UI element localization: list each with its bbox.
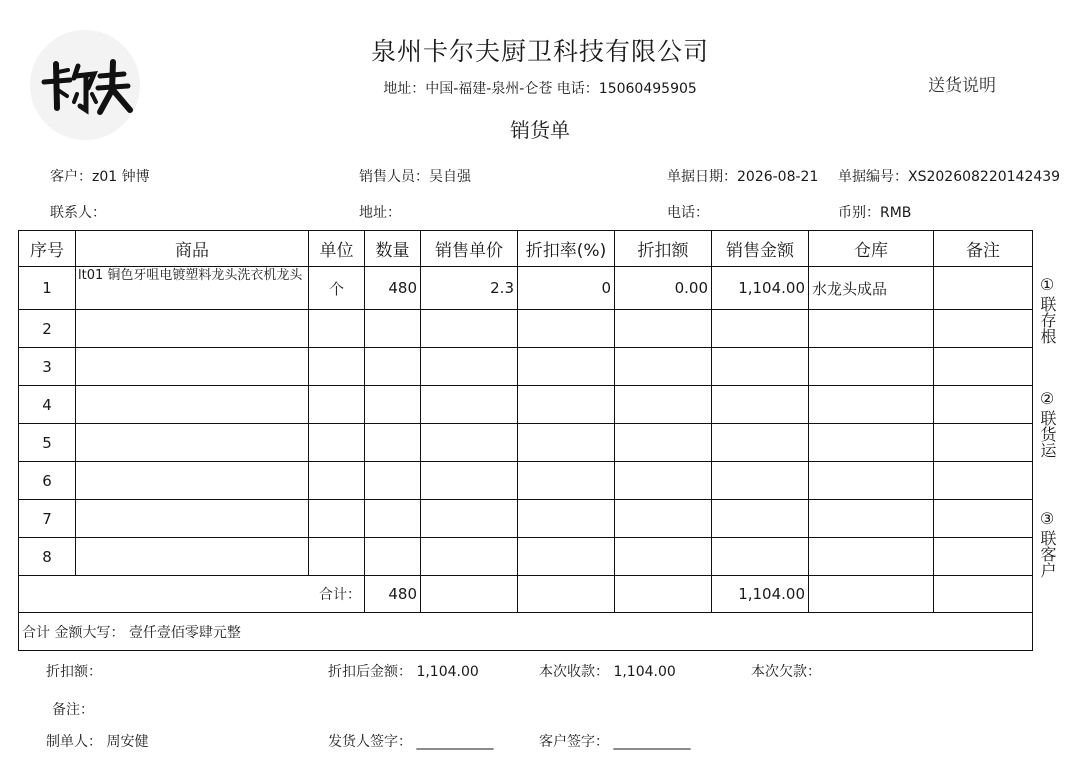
column-header: 序号 bbox=[19, 231, 76, 267]
shipper-signature: 发货人签字： ___________ bbox=[328, 734, 494, 750]
sales-amount bbox=[712, 310, 809, 348]
discount-rate bbox=[518, 500, 615, 538]
remark bbox=[934, 267, 1033, 310]
unit-price bbox=[421, 348, 518, 386]
total-quantity: 480 bbox=[365, 576, 421, 613]
table-row bbox=[19, 500, 1033, 538]
remark bbox=[934, 386, 1033, 424]
unit-price bbox=[421, 310, 518, 348]
row-index: 5 bbox=[19, 424, 76, 462]
remark bbox=[934, 538, 1033, 576]
column-header: 销售金额 bbox=[712, 231, 809, 267]
document-maker: 制单人： 周安健 bbox=[46, 734, 149, 750]
column-header: 单位 bbox=[309, 231, 365, 267]
copy-stub-1 bbox=[1036, 274, 1058, 344]
sales-amount bbox=[712, 462, 809, 500]
unit bbox=[309, 310, 365, 348]
warehouse bbox=[809, 424, 934, 462]
discount-rate bbox=[518, 386, 615, 424]
discount-amount bbox=[615, 310, 712, 348]
discount-rate bbox=[518, 538, 615, 576]
copy-label: 联客户 bbox=[1038, 530, 1057, 578]
unit-price bbox=[421, 538, 518, 576]
unit bbox=[309, 462, 365, 500]
quantity bbox=[365, 310, 421, 348]
currency-field: 币别：RMB bbox=[838, 205, 912, 221]
product-name bbox=[76, 500, 309, 538]
row-index: 1 bbox=[19, 267, 76, 310]
table-row bbox=[19, 267, 1033, 310]
unit-price bbox=[421, 500, 518, 538]
discount-amount: 0.00 bbox=[615, 267, 712, 310]
contact-field: 联系人： bbox=[50, 205, 106, 221]
discount-amount bbox=[615, 462, 712, 500]
sales-amount bbox=[712, 538, 809, 576]
discount-summary: 折扣额： bbox=[46, 664, 102, 680]
unit bbox=[309, 386, 365, 424]
column-header: 备注 bbox=[934, 231, 1033, 267]
remark bbox=[934, 462, 1033, 500]
total-empty-cell bbox=[421, 576, 518, 613]
table-row bbox=[19, 348, 1033, 386]
product-name bbox=[76, 348, 309, 386]
column-header: 折扣率(%) bbox=[518, 231, 615, 267]
table-row bbox=[19, 386, 1033, 424]
quantity bbox=[365, 348, 421, 386]
table-row bbox=[19, 462, 1033, 500]
quantity: 480 bbox=[365, 267, 421, 310]
product-name bbox=[76, 424, 309, 462]
unit-price bbox=[421, 386, 518, 424]
customer-field: 客户：z01 钟博 bbox=[50, 169, 150, 185]
copy-number: ② bbox=[1039, 389, 1055, 408]
unit bbox=[309, 424, 365, 462]
quantity bbox=[365, 538, 421, 576]
delivery-note-link[interactable]: 送货说明 bbox=[928, 76, 996, 96]
salesperson-field: 销售人员：吴自强 bbox=[359, 169, 471, 185]
quantity bbox=[365, 500, 421, 538]
product-name: lt01 铜色牙咀电镀塑料龙头洗衣机龙头 bbox=[76, 267, 309, 310]
warehouse bbox=[809, 462, 934, 500]
table-row bbox=[19, 538, 1033, 576]
copy-number: ① bbox=[1039, 275, 1055, 294]
unit bbox=[309, 538, 365, 576]
amount-in-words-row bbox=[19, 613, 1033, 651]
discount-rate bbox=[518, 424, 615, 462]
discount-rate bbox=[518, 462, 615, 500]
discount-amount bbox=[615, 348, 712, 386]
sales-amount bbox=[712, 500, 809, 538]
warehouse bbox=[809, 500, 934, 538]
copy-stub-2 bbox=[1036, 388, 1058, 458]
total-label: 合计： bbox=[19, 576, 365, 613]
product-name bbox=[76, 310, 309, 348]
warehouse bbox=[809, 310, 934, 348]
document-title: 销货单 bbox=[510, 118, 570, 142]
unit: 个 bbox=[309, 267, 365, 310]
discount-amount bbox=[615, 386, 712, 424]
quantity bbox=[365, 386, 421, 424]
copy-number: ③ bbox=[1039, 509, 1055, 528]
unit-price bbox=[421, 424, 518, 462]
total-empty-cell bbox=[518, 576, 615, 613]
customer-signature: 客户签字： ___________ bbox=[539, 734, 691, 750]
received-amount: 本次收款： 1,104.00 bbox=[539, 664, 676, 680]
sales-amount: 1,104.00 bbox=[712, 267, 809, 310]
company-name: 泉州卡尔夫厨卫科技有限公司 bbox=[370, 37, 709, 66]
address-field: 地址： bbox=[359, 205, 401, 221]
company-address: 地址：中国-福建-泉州-仑苍 电话：15060495905 bbox=[383, 81, 697, 97]
amount-in-words: 合计 金额大写： 壹仟壹佰零肆元整 bbox=[19, 613, 1033, 651]
product-name bbox=[76, 462, 309, 500]
total-empty-cell bbox=[809, 576, 934, 613]
table-header-row bbox=[19, 231, 1033, 267]
warehouse bbox=[809, 538, 934, 576]
unit-price: 2.3 bbox=[421, 267, 518, 310]
warehouse: 水龙头成品 bbox=[809, 267, 934, 310]
remark bbox=[934, 500, 1033, 538]
total-empty-cell bbox=[934, 576, 1033, 613]
document-number-field: 单据编号：XS202608220142439 bbox=[838, 169, 1061, 185]
row-index: 4 bbox=[19, 386, 76, 424]
column-header: 折扣额 bbox=[615, 231, 712, 267]
product-name bbox=[76, 386, 309, 424]
row-index: 6 bbox=[19, 462, 76, 500]
row-index: 2 bbox=[19, 310, 76, 348]
column-header: 销售单价 bbox=[421, 231, 518, 267]
warehouse bbox=[809, 386, 934, 424]
discount-rate: 0 bbox=[518, 267, 615, 310]
sales-amount bbox=[712, 348, 809, 386]
column-header: 数量 bbox=[365, 231, 421, 267]
sales-amount bbox=[712, 386, 809, 424]
quantity bbox=[365, 424, 421, 462]
row-index: 3 bbox=[19, 348, 76, 386]
column-header: 商品 bbox=[76, 231, 309, 267]
copy-label: 联存根 bbox=[1038, 296, 1057, 344]
discount-amount bbox=[615, 500, 712, 538]
owed-amount: 本次欠款： bbox=[751, 664, 821, 680]
copy-label: 联货运 bbox=[1038, 410, 1057, 458]
document-date-field: 单据日期：2026-08-21 bbox=[667, 169, 819, 185]
discount-rate bbox=[518, 348, 615, 386]
remark bbox=[934, 348, 1033, 386]
copy-stub-3 bbox=[1036, 508, 1058, 578]
remark bbox=[934, 310, 1033, 348]
column-header: 仓库 bbox=[809, 231, 934, 267]
phone-field: 电话： bbox=[667, 205, 709, 221]
remarks-field: 备注： bbox=[52, 702, 94, 718]
discount-amount bbox=[615, 538, 712, 576]
product-name bbox=[76, 538, 309, 576]
unit-price bbox=[421, 462, 518, 500]
discount-amount bbox=[615, 424, 712, 462]
total-amount: 1,104.00 bbox=[712, 576, 809, 613]
table-row bbox=[19, 424, 1033, 462]
sales-amount bbox=[712, 424, 809, 462]
quantity bbox=[365, 462, 421, 500]
unit bbox=[309, 348, 365, 386]
table-total-row bbox=[19, 576, 1033, 613]
after-discount-amount: 折扣后金额： 1,104.00 bbox=[328, 664, 479, 680]
row-index: 7 bbox=[19, 500, 76, 538]
table-row bbox=[19, 310, 1033, 348]
remark bbox=[934, 424, 1033, 462]
total-empty-cell bbox=[615, 576, 712, 613]
sales-table bbox=[18, 230, 1033, 651]
unit bbox=[309, 500, 365, 538]
row-index: 8 bbox=[19, 538, 76, 576]
warehouse bbox=[809, 348, 934, 386]
discount-rate bbox=[518, 310, 615, 348]
